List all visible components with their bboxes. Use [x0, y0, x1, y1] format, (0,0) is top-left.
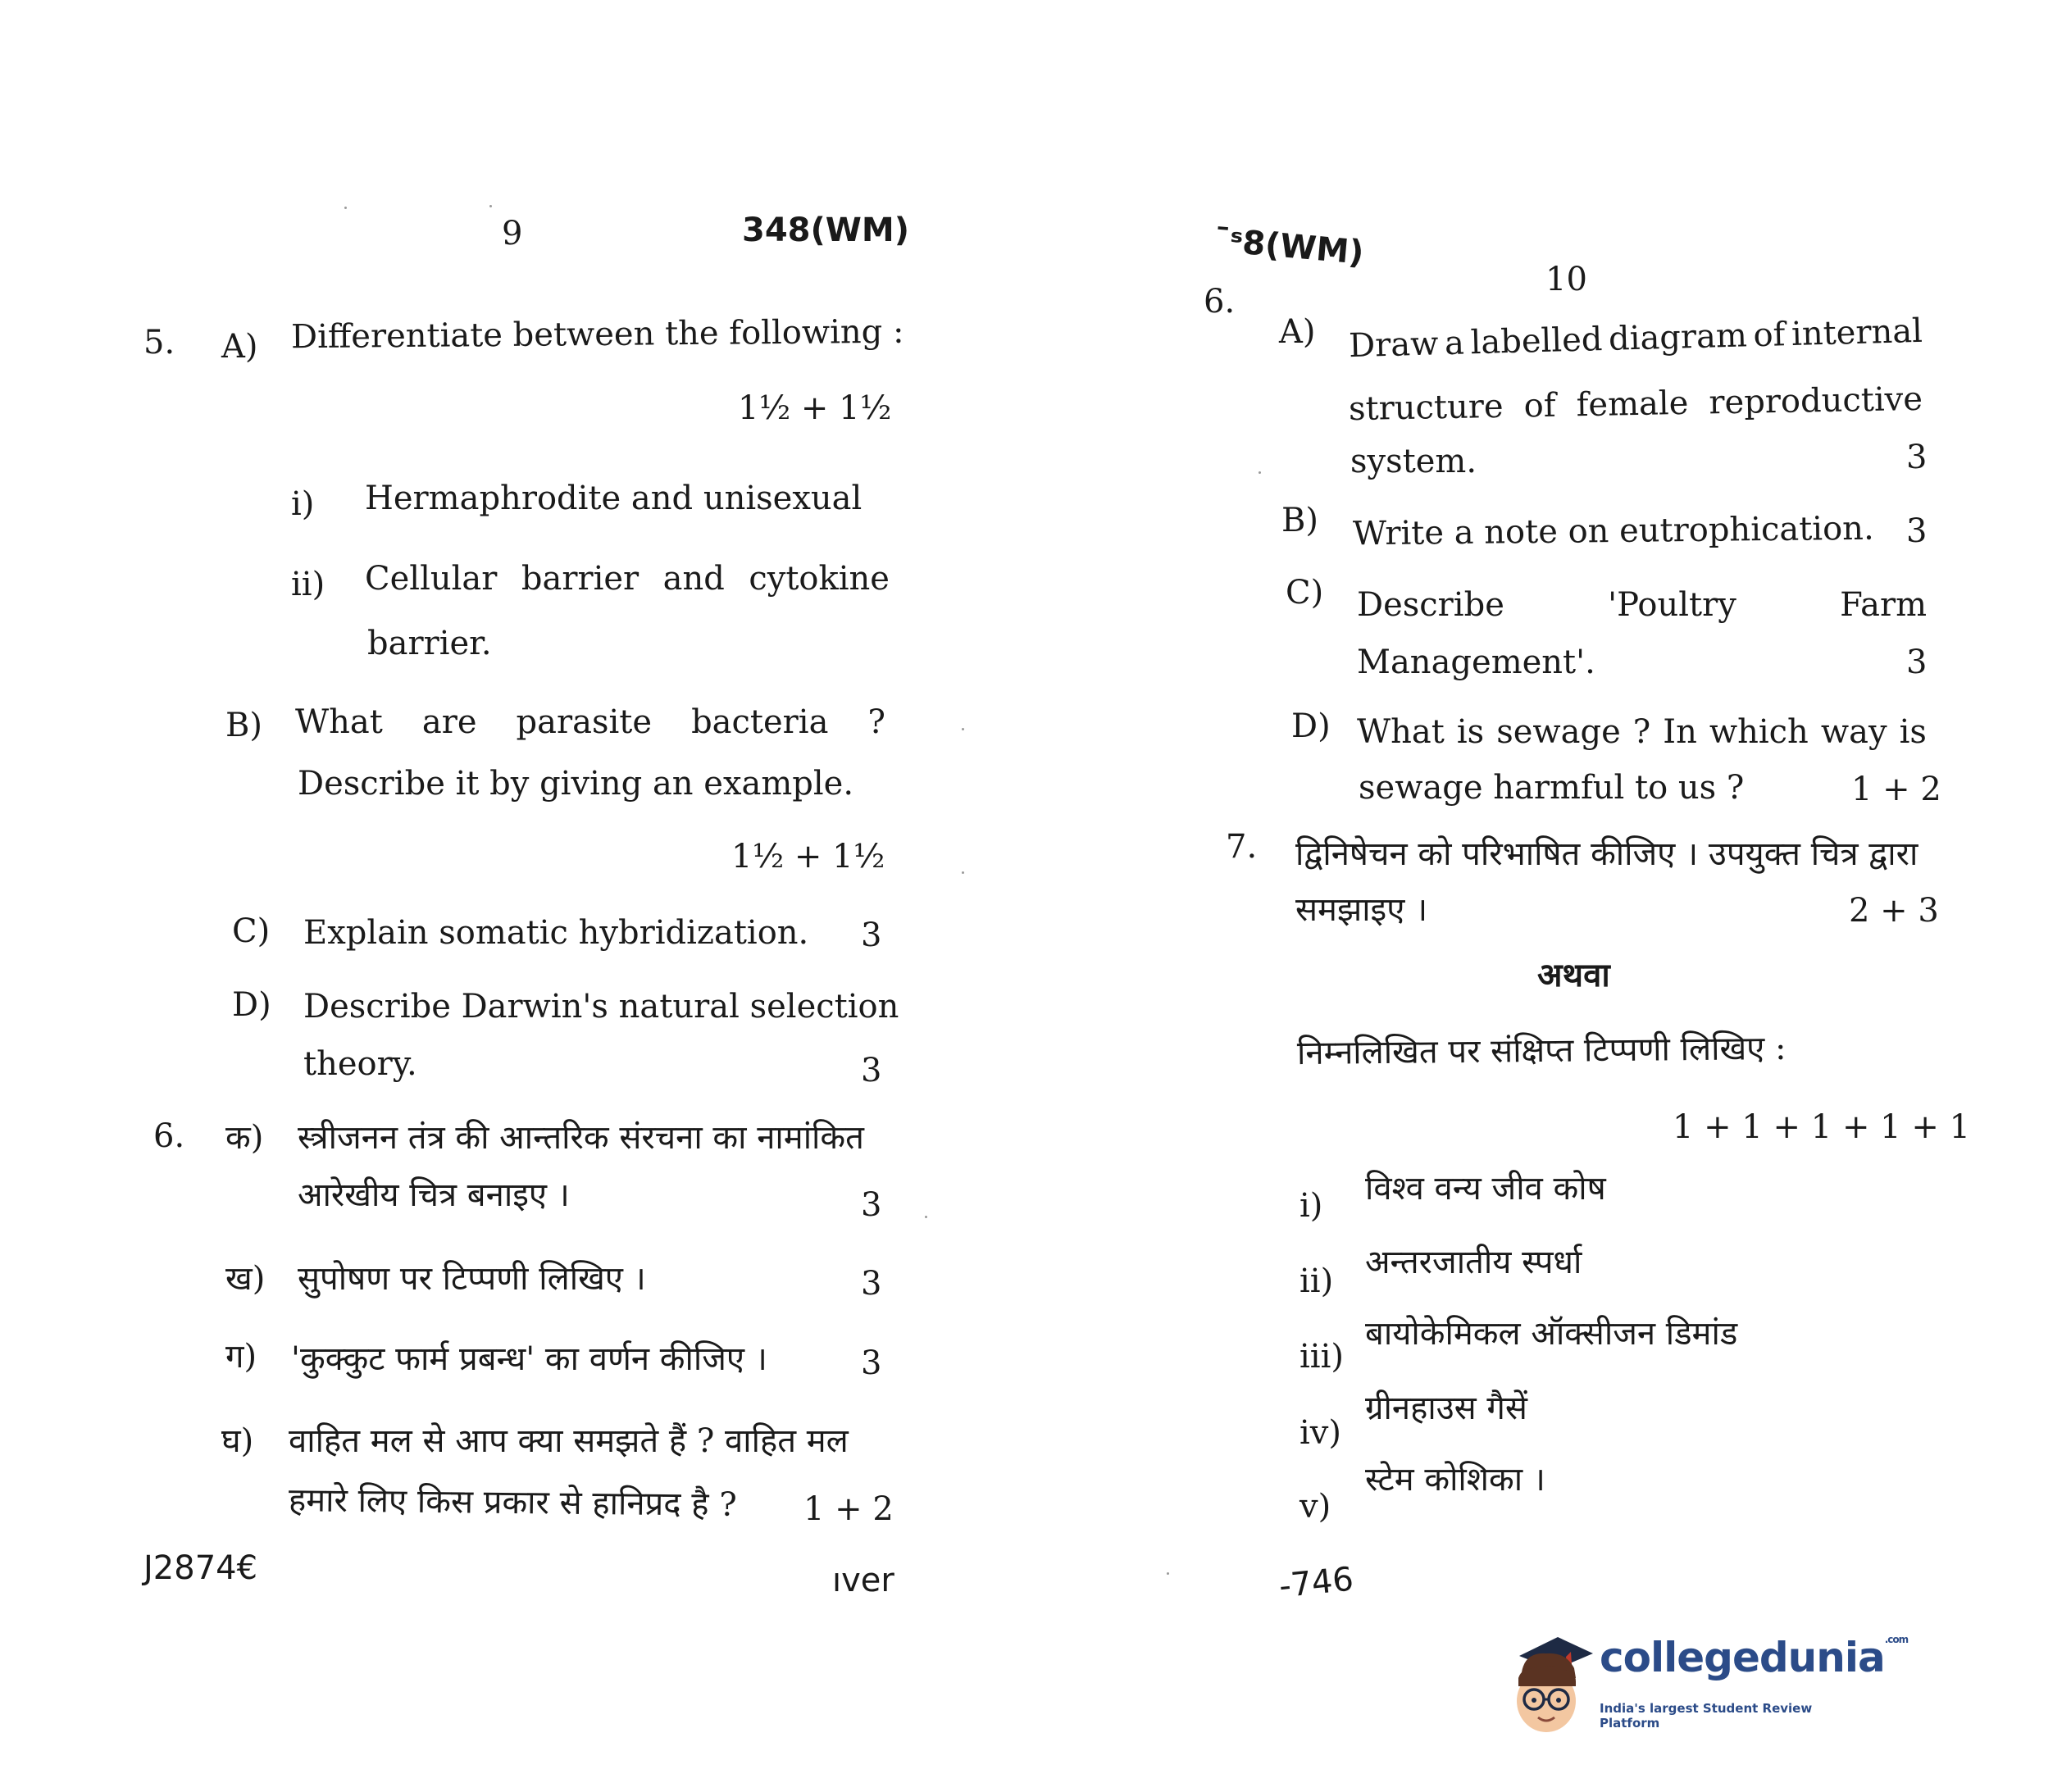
- word: labelled: [1470, 321, 1603, 362]
- q6b-text: Write a note on eutrophication.: [1352, 509, 1874, 553]
- q6-kha-marks: 3: [861, 1265, 882, 1303]
- word: Farm: [1840, 586, 1927, 624]
- scan-speck: [344, 207, 347, 209]
- word: 'Poultry: [1608, 586, 1736, 624]
- q5c-text: Explain somatic hybridization.: [303, 914, 809, 952]
- word: way: [1820, 713, 1887, 751]
- q7-item-i-text: विश्व वन्य जीव कोष: [1365, 1170, 1606, 1208]
- q6-gha-line2: हमारे लिए किस प्रकार से हानिप्रद है ?: [288, 1481, 737, 1524]
- word: barrier: [521, 560, 640, 598]
- q6b-label: B): [1281, 502, 1318, 539]
- q6-kha-text: सुपोषण पर टिप्पणी लिखिए ।: [298, 1260, 646, 1298]
- q7-number: 7.: [1226, 828, 1258, 866]
- left-footer-over: ıver: [832, 1562, 894, 1599]
- q7-item-iv-label: iv): [1299, 1414, 1341, 1452]
- q7-item-i-label: i): [1299, 1187, 1323, 1225]
- q5b-label: B): [225, 707, 262, 744]
- word: structure: [1348, 387, 1504, 429]
- q5a-marks: 1½ + 1½: [738, 389, 892, 427]
- q6a-line2: [1349, 380, 1923, 428]
- word: sewage: [1496, 713, 1621, 751]
- scan-speck: [1167, 1572, 1169, 1575]
- word: Cellular: [365, 560, 498, 598]
- q6c-marks: 3: [1906, 644, 1928, 681]
- q5d-line2: theory.: [303, 1045, 417, 1083]
- word: parasite: [516, 703, 653, 741]
- scan-speck: [489, 205, 492, 207]
- q5d-marks: 3: [861, 1052, 882, 1089]
- mascot-icon: [1507, 1627, 1597, 1738]
- q6-ka-line2: आरेखीय चित्र बनाइए ।: [298, 1176, 570, 1214]
- q6-gha-label: घ): [221, 1422, 254, 1460]
- word: reproductive: [1709, 380, 1923, 422]
- q5a-ii-line1: [365, 560, 890, 598]
- q7-line1: द्विनिषेचन को परिभाषित कीजिए । उपयुक्त चित्र द्वारा: [1295, 835, 1919, 873]
- q6-ka-label: क): [225, 1119, 264, 1157]
- q6c-label: C): [1286, 574, 1324, 612]
- word: What: [295, 703, 383, 741]
- q6-ka-line1: स्त्रीजनन तंत्र की आन्तरिक संरचना का नामांकित: [298, 1119, 864, 1157]
- word: In: [1663, 713, 1697, 751]
- word: ?: [867, 703, 885, 741]
- word: What: [1357, 713, 1445, 751]
- q5d-line1: Describe Darwin's natural selection: [303, 988, 899, 1026]
- q7-item-iii-text: बायोकेमिकल ऑक्सीजन डिमांड: [1365, 1315, 1738, 1353]
- q6c-line2: Management'.: [1357, 644, 1595, 681]
- word: of: [1523, 386, 1556, 425]
- q6a-line3: system.: [1350, 443, 1477, 480]
- q6d-marks: 1 + 2: [1851, 771, 1941, 808]
- scan-speck: [962, 871, 964, 874]
- word: Describe: [1357, 586, 1504, 624]
- q6d-line2: sewage harmful to us ?: [1359, 769, 1745, 807]
- q5a-ii-label: ii): [291, 566, 325, 603]
- word: ?: [1632, 713, 1651, 751]
- q5a-i-label: i): [291, 485, 315, 523]
- q6-ka-marks: 3: [861, 1186, 882, 1224]
- q7-alt-marks: 1 + 1 + 1 + 1 + 1: [1673, 1108, 1971, 1146]
- q7-line2: समझाइए ।: [1295, 891, 1428, 929]
- scan-speck: [962, 728, 964, 730]
- q6c-line1: [1357, 586, 1927, 624]
- word: is: [1456, 713, 1485, 751]
- q6-gha-line1: वाहित मल से आप क्या समझते हैं ? वाहित मल: [289, 1422, 849, 1460]
- q5c-label: C): [232, 912, 271, 950]
- word: diagram: [1608, 316, 1748, 358]
- q5d-label: D): [232, 986, 271, 1024]
- left-page-code: 348(WM): [742, 211, 909, 249]
- word: and: [662, 560, 725, 598]
- word: cytokine: [749, 560, 890, 598]
- q5a-label: A): [221, 328, 258, 366]
- word: Draw: [1348, 325, 1439, 366]
- q6-hi-number: 6.: [153, 1117, 185, 1155]
- word: internal: [1791, 312, 1923, 354]
- q6a-label: A): [1279, 313, 1316, 351]
- q7-marks: 2 + 3: [1849, 892, 1939, 930]
- q7-item-ii-text: अन्तरजातीय स्पर्धा: [1365, 1244, 1582, 1281]
- word: bacteria: [691, 703, 829, 741]
- q7-item-v-label: v): [1299, 1488, 1331, 1526]
- q5a-text: Differentiate between the following :: [290, 312, 904, 357]
- q6-en-number: 6.: [1204, 283, 1236, 321]
- brand-tagline: India's largest Student Review Platform: [1600, 1701, 1813, 1731]
- scan-speck: [925, 1216, 927, 1218]
- q6a-line1: [1349, 312, 1923, 365]
- left-page-number: 9: [502, 215, 523, 252]
- q6b-marks: 3: [1906, 512, 1928, 550]
- word: is: [1899, 713, 1927, 751]
- q6-ga-text: 'कुक्कुट फार्म प्रबन्ध' का वर्णन कीजिए ।: [291, 1340, 767, 1378]
- q7-or: अथवा: [1537, 956, 1610, 994]
- q6a-marks: 3: [1906, 439, 1928, 476]
- left-footer-code: J2874€: [143, 1549, 258, 1587]
- word: a: [1444, 324, 1465, 363]
- q6-ga-marks: 3: [861, 1344, 882, 1382]
- q5c-marks: 3: [861, 916, 882, 954]
- q5b-marks: 1½ + 1½: [731, 838, 885, 876]
- q7-item-v-text: स्टेम कोशिका ।: [1365, 1461, 1545, 1499]
- collegedunia-logo: [1507, 1627, 1909, 1742]
- q7-item-ii-label: ii): [1299, 1262, 1334, 1300]
- q7-alt-text: निम्नलिखित पर संक्षिप्त टिप्पणी लिखिए :: [1296, 1029, 1787, 1073]
- q6d-line1: [1357, 713, 1927, 751]
- q6-ga-label: ग): [225, 1338, 257, 1376]
- scan-speck: [1259, 471, 1261, 474]
- word: are: [421, 703, 477, 741]
- q5a-ii-line2: barrier.: [367, 625, 492, 662]
- word: of: [1752, 316, 1786, 355]
- q5-number: 5.: [143, 324, 175, 362]
- right-page-number: 10: [1545, 261, 1587, 298]
- right-page-code: ˉˢ8(WM): [1212, 221, 1366, 272]
- q7-item-iv-text: ग्रीनहाउस गैसें: [1365, 1389, 1527, 1427]
- brand-text: collegedunia: [1600, 1634, 1885, 1681]
- q6-gha-marks: 1 + 2: [803, 1490, 894, 1528]
- q7-item-iii-label: iii): [1299, 1338, 1344, 1376]
- word: which: [1709, 713, 1809, 751]
- q5b-line2: Describe it by giving an example.: [298, 765, 854, 803]
- word: female: [1576, 384, 1689, 425]
- q6d-label: D): [1291, 707, 1331, 745]
- brand-suffix: .com: [1884, 1634, 1909, 1645]
- q5b-line1: [295, 703, 885, 741]
- brand-name: [1600, 1634, 1908, 1681]
- q5a-i-text: Hermaphrodite and unisexual: [365, 480, 863, 517]
- q6-kha-label: ख): [225, 1260, 266, 1298]
- right-footer-code: -746: [1277, 1560, 1355, 1606]
